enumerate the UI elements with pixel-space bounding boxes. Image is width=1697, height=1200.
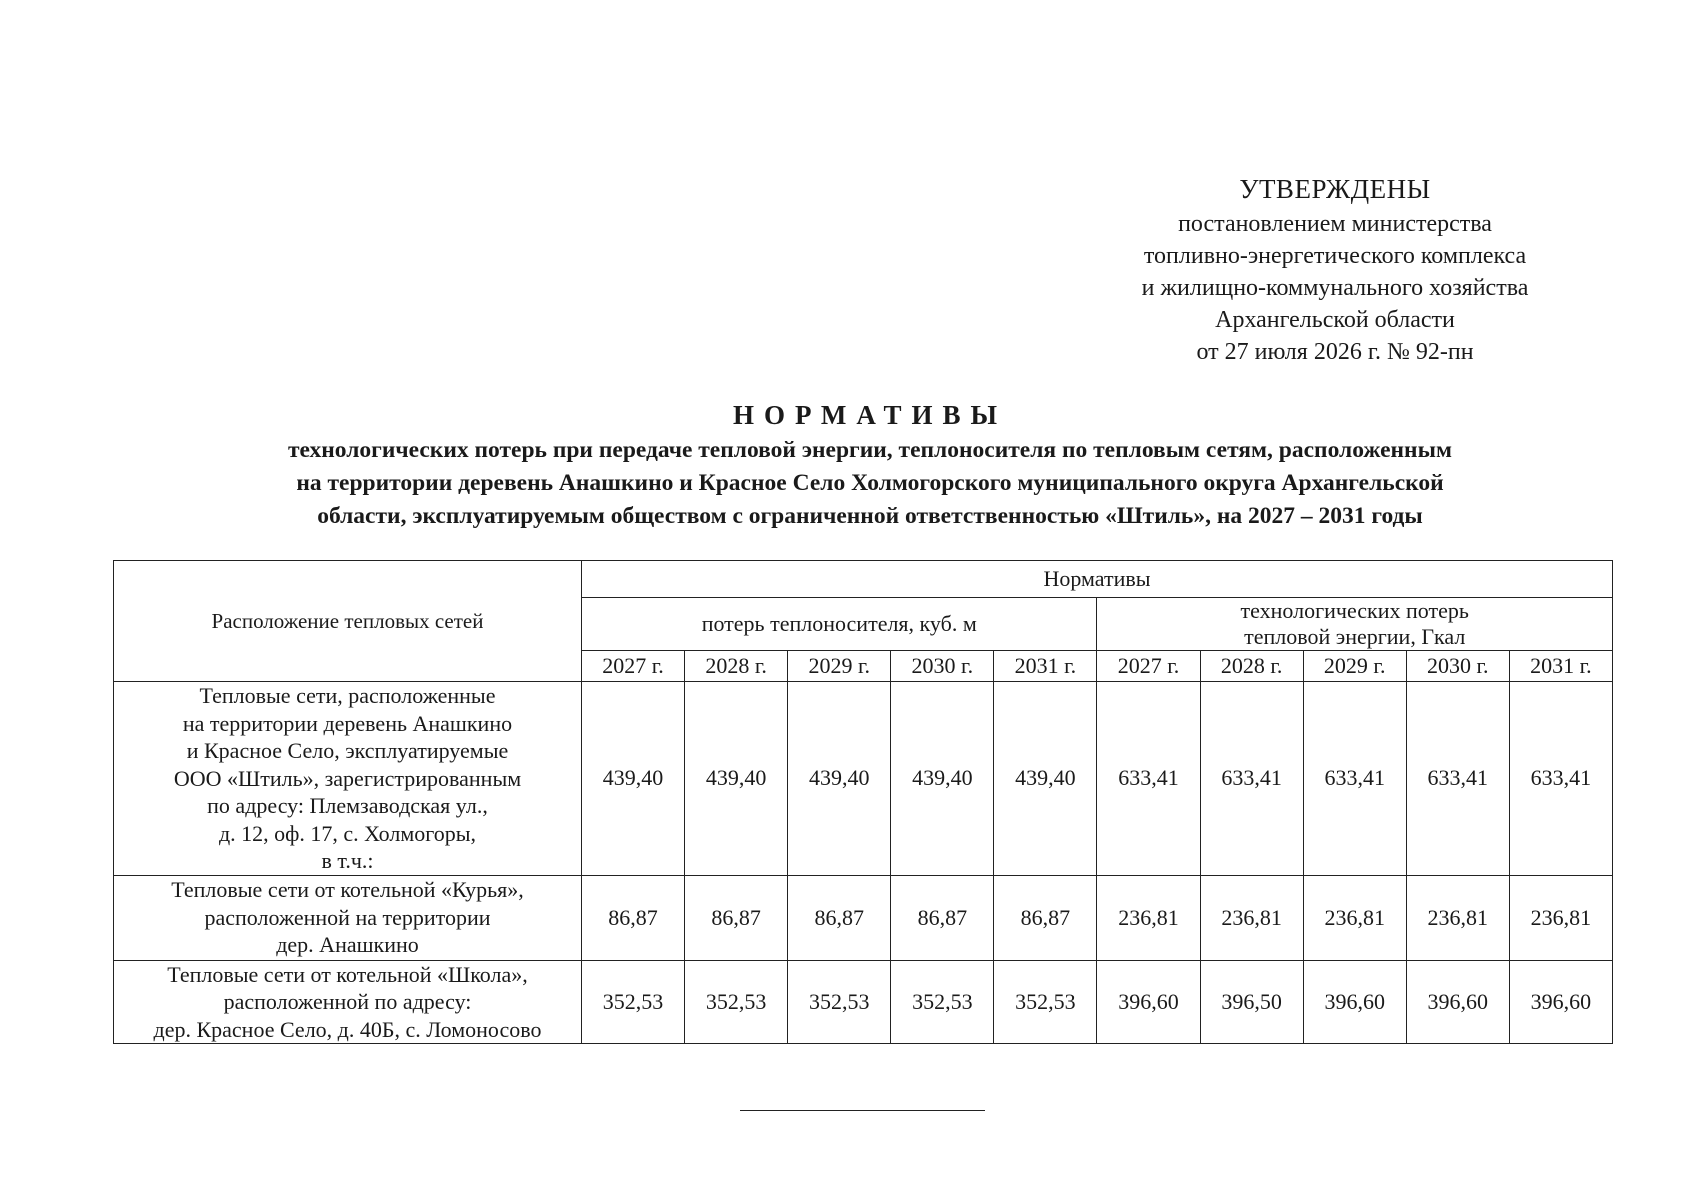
coolant-value-cell: 439,40	[788, 682, 891, 876]
table-row	[114, 682, 1613, 876]
coolant-value-cell: 86,87	[685, 875, 788, 960]
location-line: расположенной по адресу:	[223, 989, 472, 1014]
heat-value-cell: 396,60	[1303, 960, 1406, 1044]
year-header: 2030 г.	[1406, 651, 1509, 682]
document-title: НОРМАТИВЫ	[732, 400, 1008, 430]
location-line: расположенной на территории	[204, 904, 491, 930]
heat-value-cell: 633,41	[1097, 682, 1200, 876]
coolant-losses-header: потерь теплоносителя, куб. м	[582, 598, 1097, 651]
heat-value-cell: 633,41	[1509, 682, 1612, 876]
subtitle-line: технологических потерь при передаче тепловой энергии, теплоносителя по тепловым сетям, расположенным	[288, 437, 1452, 463]
approval-title: УТВЕРЖДЕНЫ	[1239, 174, 1431, 204]
heat-value-cell: 633,41	[1303, 682, 1406, 876]
approval-line: и жилищно-коммунального хозяйства	[1141, 275, 1529, 301]
subtitle-line: области, эксплуатируемым обществом с ограниченной ответственностью «Штиль», на 2027 – 2031 годы	[317, 503, 1423, 529]
document-heading	[120, 398, 1620, 533]
year-header: 2027 г.	[582, 651, 685, 682]
location-line: Тепловые сети от котельной «Курья»,	[171, 877, 524, 903]
table-row	[114, 960, 1613, 1044]
location-cell	[114, 875, 582, 960]
coolant-value-cell: 352,53	[891, 960, 994, 1044]
year-header: 2029 г.	[788, 651, 891, 682]
year-header: 2030 г.	[891, 651, 994, 682]
coolant-value-cell: 439,40	[685, 682, 788, 876]
approval-date-line: от 27 июля 2026 г. № 92-пн	[1196, 339, 1474, 365]
heat-value-cell: 236,81	[1509, 875, 1612, 960]
document-subtitle	[120, 434, 1620, 533]
coolant-value-cell: 86,87	[582, 875, 685, 960]
location-line: в т.ч.:	[321, 848, 374, 873]
year-header: 2028 г.	[685, 651, 788, 682]
coolant-value-cell: 86,87	[891, 875, 994, 960]
heat-losses-header-line: технологических потерь	[1240, 598, 1469, 623]
approval-line: постановлением министерства	[1178, 211, 1492, 237]
coolant-value-cell: 352,53	[788, 960, 891, 1044]
heat-value-cell: 396,60	[1406, 960, 1509, 1044]
location-line: ООО «Штиль», зарегистрированным	[173, 765, 522, 791]
heat-losses-header	[1097, 598, 1613, 651]
location-line: Тепловые сети, расположенные	[199, 683, 496, 708]
coolant-value-cell: 439,40	[994, 682, 1097, 876]
year-header: 2027 г.	[1097, 651, 1200, 682]
table-row	[114, 875, 1613, 960]
heat-value-cell: 236,81	[1200, 875, 1303, 960]
heat-value-cell: 633,41	[1200, 682, 1303, 876]
coolant-value-cell: 86,87	[994, 875, 1097, 960]
year-header: 2029 г.	[1303, 651, 1406, 682]
location-line: дер. Анашкино	[276, 932, 419, 958]
location-line: на территории деревень Анашкино	[182, 710, 513, 736]
coolant-value-cell: 352,53	[994, 960, 1097, 1044]
subtitle-line: на территории деревень Анашкино и Красное Село Холмогорского муниципального округа Архангельской	[296, 470, 1444, 496]
coolant-value-cell: 439,40	[582, 682, 685, 876]
closing-separator-line	[740, 1110, 985, 1111]
approval-block	[1100, 172, 1570, 368]
heat-value-cell: 236,81	[1406, 875, 1509, 960]
heat-value-cell: 396,60	[1097, 960, 1200, 1044]
year-header: 2028 г.	[1200, 651, 1303, 682]
heat-losses-header-line: тепловой энергии, Гкал	[1244, 624, 1466, 649]
coolant-value-cell: 352,53	[582, 960, 685, 1044]
location-cell	[114, 682, 582, 876]
location-line: Тепловые сети от котельной «Школа»,	[167, 961, 528, 987]
heat-value-cell: 396,60	[1509, 960, 1612, 1044]
location-line: д. 12, оф. 17, с. Холмогоры,	[218, 820, 477, 846]
year-header: 2031 г.	[994, 651, 1097, 682]
year-header: 2031 г.	[1509, 651, 1612, 682]
approval-line: Архангельской области	[1215, 307, 1455, 333]
coolant-value-cell: 352,53	[685, 960, 788, 1044]
location-line: по адресу: Племзаводская ул.,	[207, 793, 488, 818]
coolant-value-cell: 439,40	[891, 682, 994, 876]
norms-table	[113, 560, 1613, 1044]
heat-value-cell: 236,81	[1097, 875, 1200, 960]
approval-line: топливно-энергетического комплекса	[1143, 243, 1527, 269]
location-line: и Красное Село, эксплуатируемые	[186, 738, 509, 763]
location-column-header: Расположение тепловых сетей	[114, 561, 582, 682]
location-line: дер. Красное Село, д. 40Б, с. Ломоносово	[153, 1016, 542, 1042]
norms-header: Нормативы	[582, 561, 1613, 598]
coolant-value-cell: 86,87	[788, 875, 891, 960]
heat-value-cell: 236,81	[1303, 875, 1406, 960]
location-cell	[114, 960, 582, 1044]
heat-value-cell: 396,50	[1200, 960, 1303, 1044]
heat-value-cell: 633,41	[1406, 682, 1509, 876]
